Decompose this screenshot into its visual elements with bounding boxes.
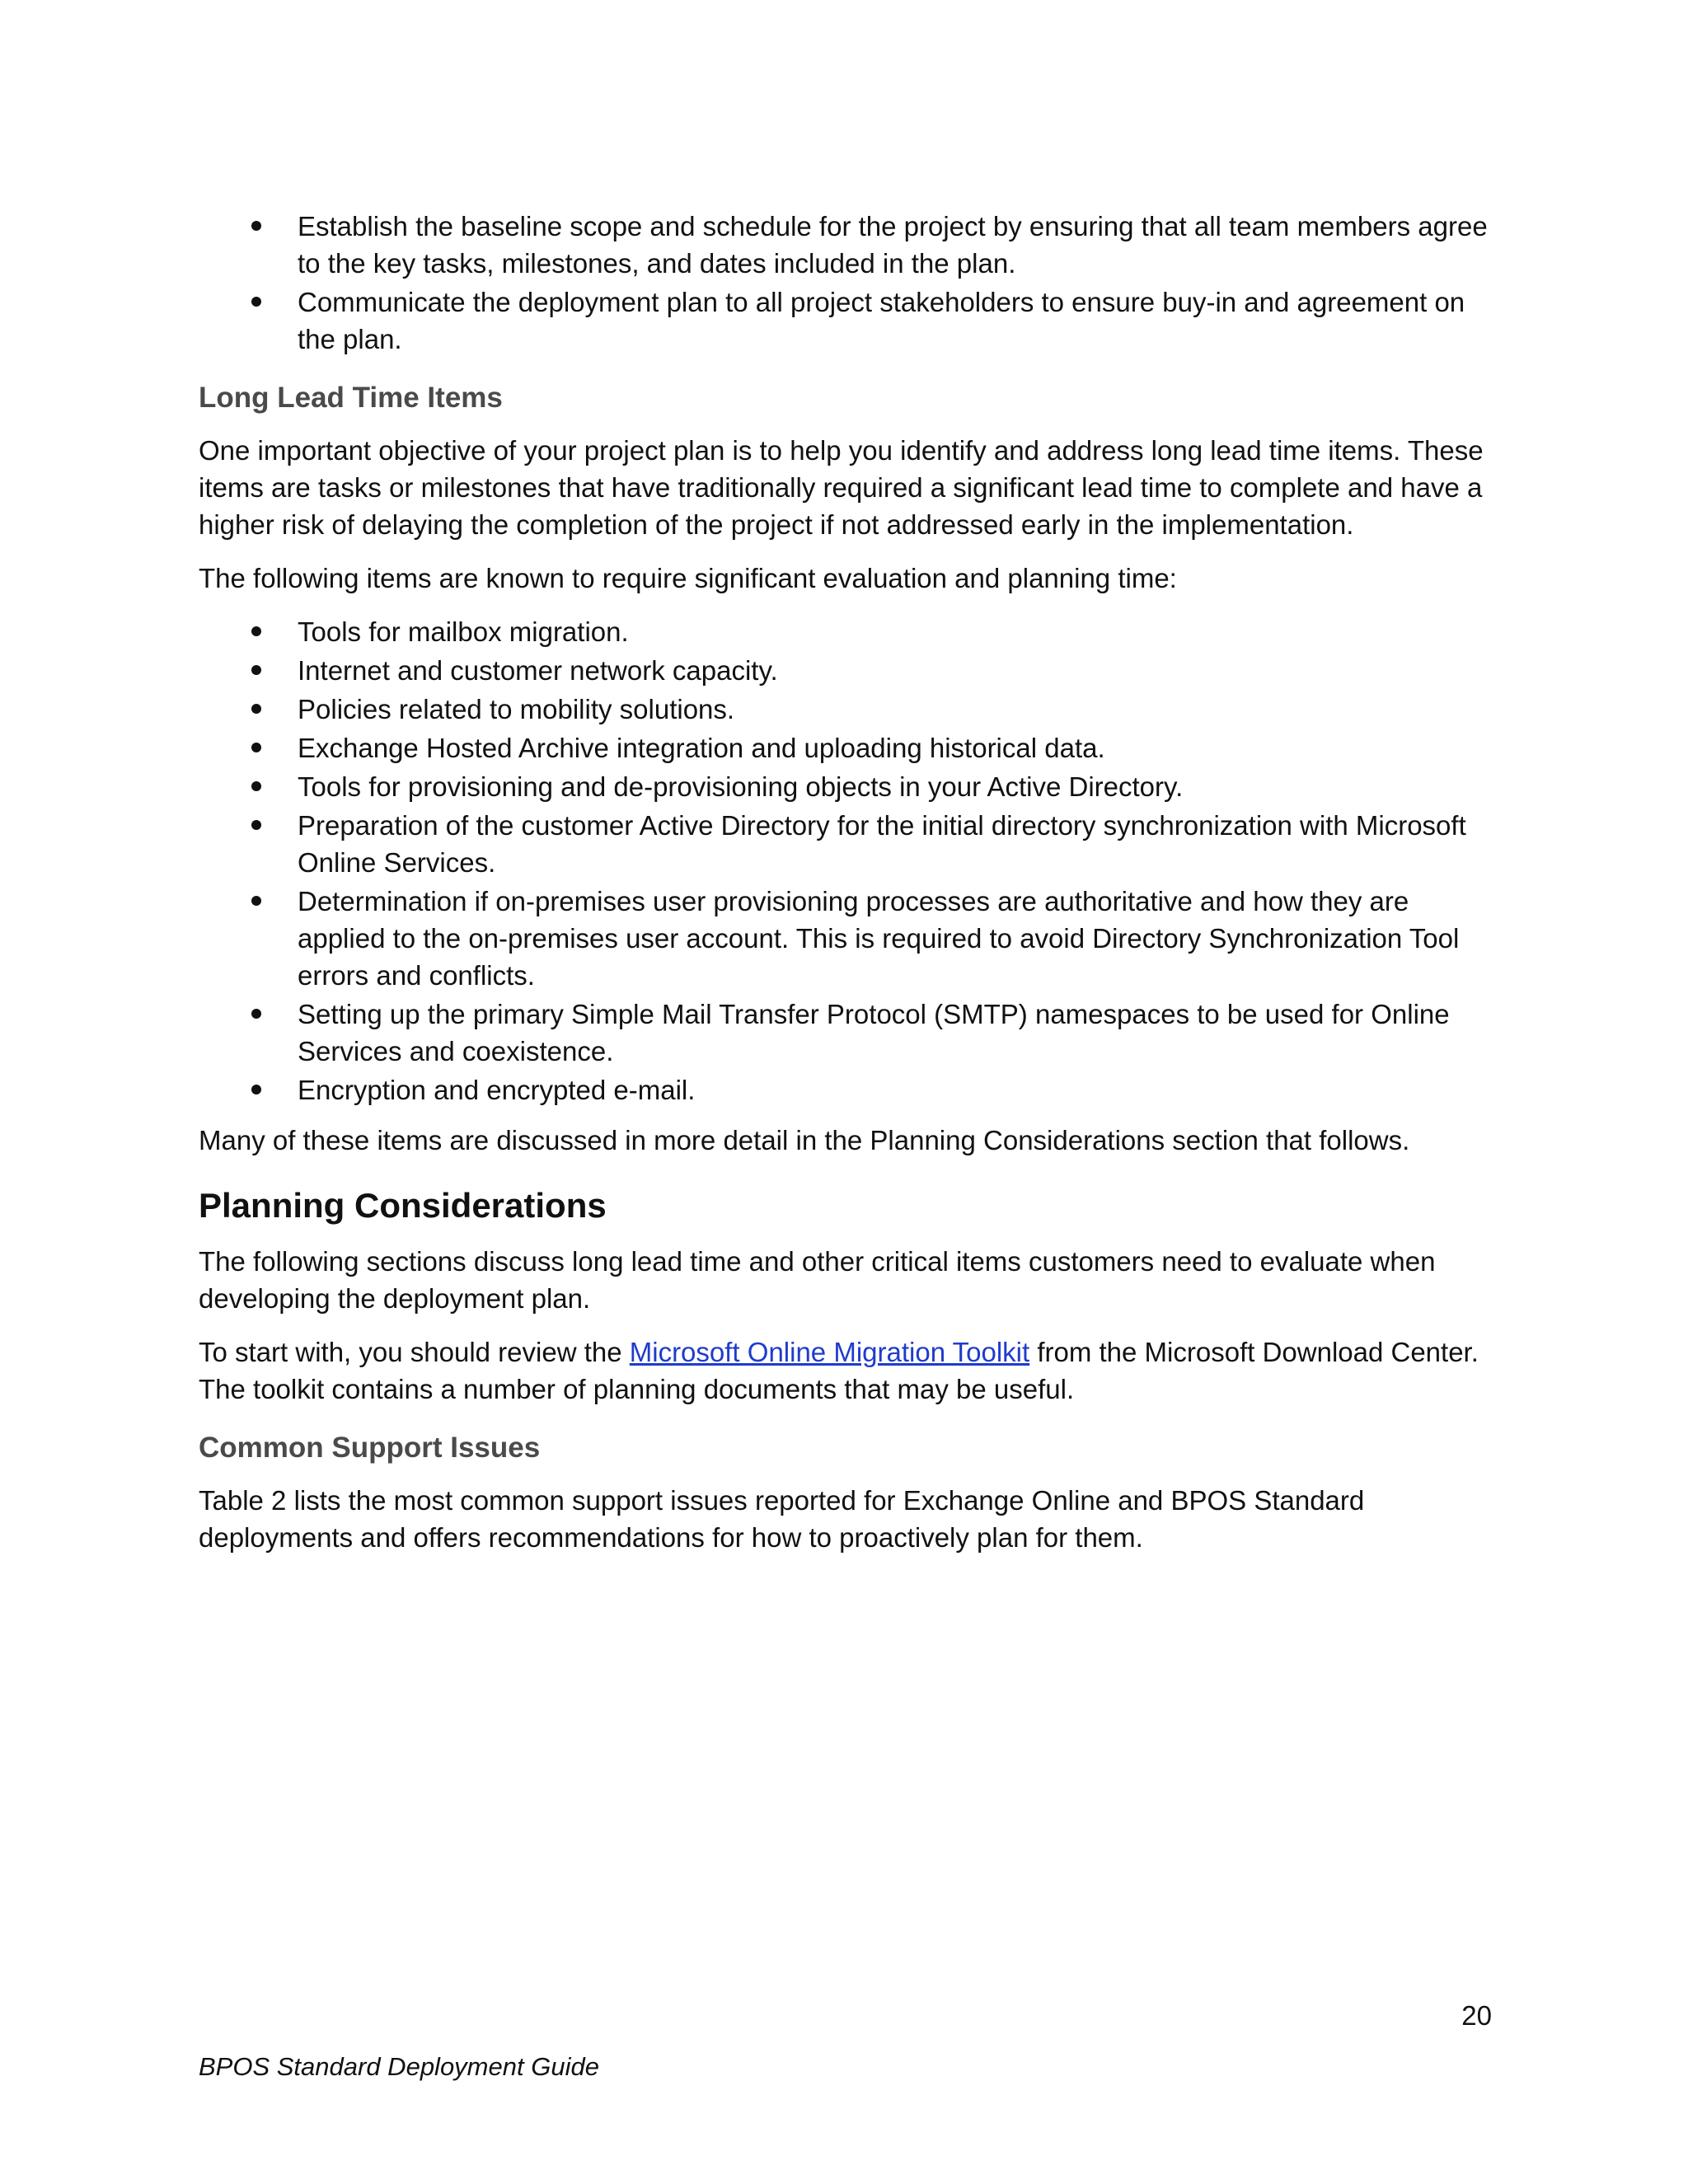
- bullet-icon: [248, 691, 265, 728]
- list-item-text: Tools for mailbox migration.: [298, 616, 629, 647]
- bullet-icon: [248, 284, 265, 321]
- list-item-text: Exchange Hosted Archive integration and uploading historical data.: [298, 733, 1105, 763]
- support-heading: Common Support Issues: [199, 1432, 541, 1464]
- long-lead-paragraph-2: The following items are known to require significant evaluation and planning time:: [199, 563, 1177, 593]
- list-item: [199, 996, 1501, 1070]
- list-item: [199, 729, 1501, 766]
- list-item: [199, 883, 1501, 994]
- long-lead-paragraph-1: One important objective of your project plan is to help you identify and address long lead time items. These items are tasks or milestones that have traditionally required a significant lead time to complete and have a higher risk of delaying the completion of the project if not addressed early in the implementation.: [199, 435, 1484, 540]
- migration-toolkit-link[interactable]: Microsoft Online Migration Toolkit: [629, 1337, 1030, 1367]
- list-item-text: Establish the baseline scope and schedule for the project by ensuring that all team members agree to the key tasks, milestones, and dates included in the plan.: [298, 211, 1488, 279]
- support-paragraph-1: Table 2 lists the most common support issues reported for Exchange Online and BPOS Standard deployments and offers recommendations for how to proactively plan for them.: [199, 1485, 1365, 1553]
- planning-heading: Planning Considerations: [199, 1186, 607, 1225]
- list-item-text: Policies related to mobility solutions.: [298, 694, 735, 724]
- long-lead-paragraph-3: Many of these items are discussed in more detail in the Planning Considerations section that follows.: [199, 1125, 1410, 1155]
- footer-title: BPOS Standard Deployment Guide: [199, 2052, 599, 2081]
- planning-paragraph-1: The following sections discuss long lead time and other critical items customers need to evaluate when developing the deployment plan.: [199, 1246, 1436, 1314]
- long-lead-heading: Long Lead Time Items: [199, 382, 503, 414]
- long-lead-item-list: [199, 613, 1501, 1108]
- list-item-text: Setting up the primary Simple Mail Transfer Protocol (SMTP) namespaces to be used for Online Services and coexistence.: [298, 999, 1450, 1066]
- list-item-text: Tools for provisioning and de-provisioning objects in your Active Directory.: [298, 771, 1184, 802]
- planning-paragraph-2: [199, 1333, 1501, 1408]
- list-item: [199, 691, 1501, 728]
- bullet-icon: [248, 1071, 265, 1108]
- top-bullet-list: [199, 208, 1501, 358]
- list-item: [199, 613, 1501, 650]
- list-item-text: Communicate the deployment plan to all project stakeholders to ensure buy-in and agreement on the plan.: [298, 287, 1465, 354]
- bullet-icon: [248, 807, 265, 844]
- list-item-text: Internet and customer network capacity.: [298, 655, 778, 686]
- list-item: [199, 208, 1501, 282]
- bullet-icon: [248, 613, 265, 650]
- bullet-icon: [248, 996, 265, 1033]
- list-item-text: Encryption and encrypted e-mail.: [298, 1075, 696, 1105]
- list-item: [199, 768, 1501, 805]
- bullet-icon: [248, 883, 265, 920]
- bullet-icon: [248, 208, 265, 245]
- bullet-icon: [248, 652, 265, 689]
- list-item: [199, 284, 1501, 358]
- list-item: [199, 1071, 1501, 1108]
- page-content: [199, 208, 1501, 1572]
- planning-text-after-link: from the Microsoft Download Center. The toolkit contains a number of planning documents that may be useful.: [199, 1337, 1479, 1404]
- planning-text-before-link: To start with, you should review the: [199, 1337, 630, 1367]
- list-item: [199, 652, 1501, 689]
- bullet-icon: [248, 729, 265, 766]
- bullet-icon: [248, 768, 265, 805]
- list-item-text: Preparation of the customer Active Directory for the initial directory synchronization with Microsoft Online Services.: [298, 810, 1466, 878]
- list-item-text: Determination if on-premises user provisioning processes are authoritative and how they are applied to the on-premises user account. This is required to avoid Directory Synchronization Tool errors and conflicts.: [298, 886, 1460, 991]
- list-item: [199, 807, 1501, 881]
- page-number: 20: [1461, 2000, 1492, 2031]
